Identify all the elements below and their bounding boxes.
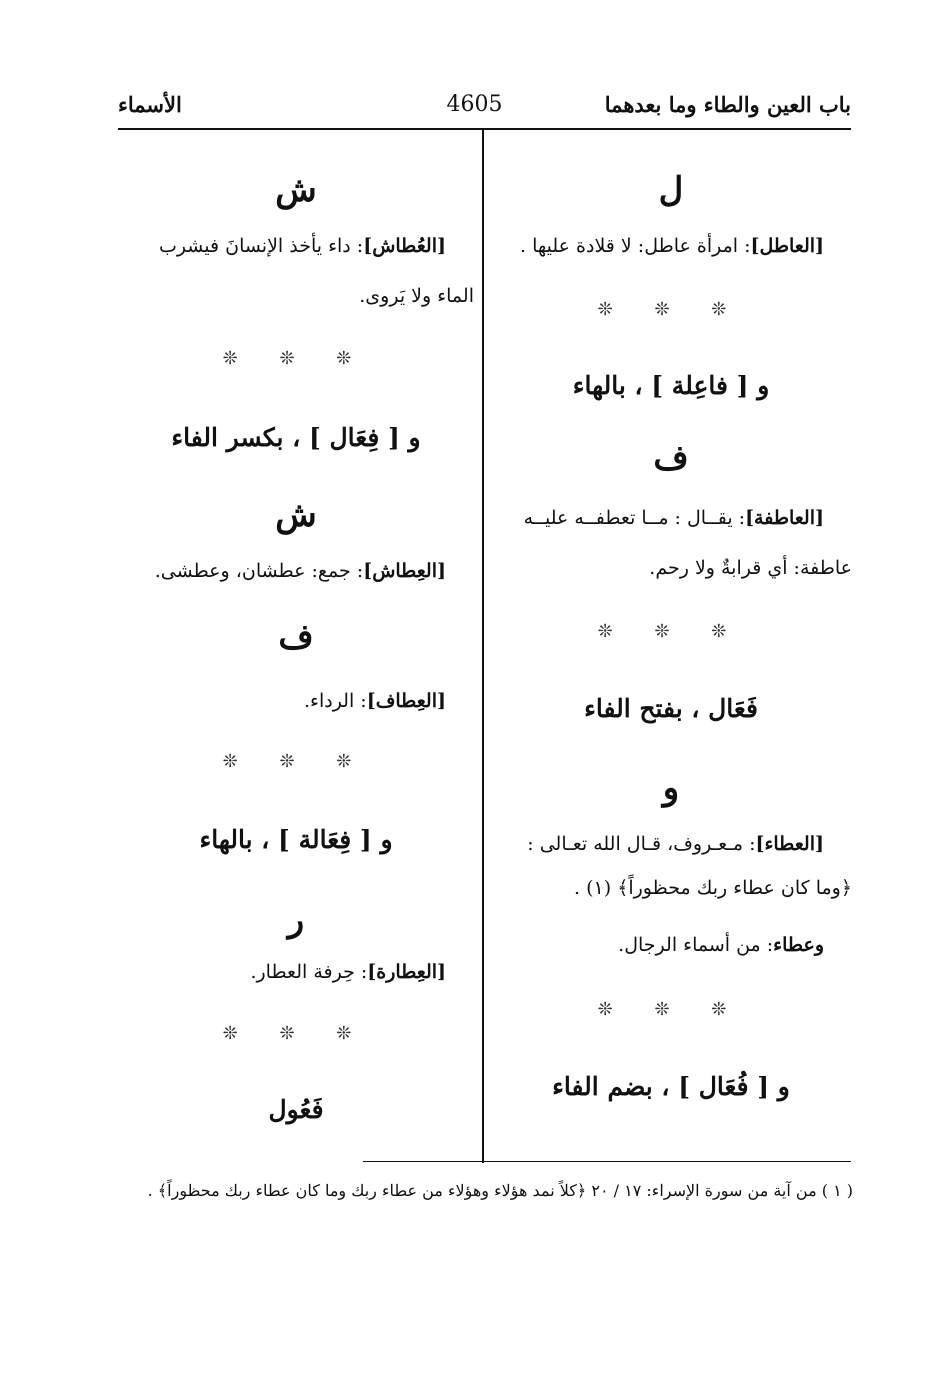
- separator-stars: ❊ ❊ ❊: [222, 1023, 370, 1044]
- heading-fiaala: و [ فِعَالة ] ، بالهاء: [199, 825, 393, 854]
- entry-lemma: وعطاء: [773, 934, 824, 956]
- letter-fa: ف: [653, 438, 689, 478]
- entry-lemma: [العُطاش]: [363, 235, 446, 257]
- separator-stars: ❊ ❊ ❊: [222, 348, 370, 369]
- entry-utash: [118, 221, 474, 271]
- entry-atifa: [490, 493, 852, 543]
- entry-ataa-name: [490, 920, 852, 970]
- entry-lemma: [العاطفة]: [745, 507, 824, 529]
- entry-text: : يقــال : مــا تعطفــه عليــه: [523, 507, 746, 529]
- entry-text: : مـعـروف، قـال الله تعـالى :: [527, 833, 756, 855]
- entry-atil: [490, 221, 852, 271]
- entry-itaf: [118, 676, 474, 726]
- entry-lemma: [العِطارة]: [367, 961, 446, 983]
- header-rule: [118, 128, 851, 130]
- heading-fuool: فَعُول: [268, 1095, 324, 1124]
- entry-itara: [118, 947, 474, 997]
- entry-lemma: [العطاء]: [755, 833, 824, 855]
- separator-stars: ❊ ❊ ❊: [222, 751, 370, 772]
- letter-fa: ف: [278, 617, 314, 657]
- entry-lemma: [العِطاف]: [366, 690, 446, 712]
- entry-lemma: [العاطل]: [750, 235, 824, 257]
- entry-text: : جمع: عطشان، وعطشى.: [154, 560, 364, 582]
- column-divider: [482, 130, 484, 1163]
- letter-waw: و: [662, 768, 680, 808]
- footnote: ( ١ ) من آية من سورة الإسراء: ١٧ / ٢٠ ﴿كلاً نمد هؤلاء وهؤلاء من عطاء ربك وما كان عطاء ربك محظوراً﴾ .: [147, 1181, 853, 1200]
- entry-itash: [118, 546, 474, 596]
- footnote-rule: [363, 1161, 851, 1162]
- separator-stars: ❊ ❊ ❊: [597, 621, 745, 642]
- entry-text: : من أسماء الرجال.: [618, 934, 774, 956]
- entry-text: : داء يأخذ الإنسانَ فيشرب: [158, 235, 364, 257]
- entry-text: : امرأة عاطل: لا قلادة عليها .: [520, 235, 751, 257]
- heading-fuaal-damm: و [ فُعَال ] ، بضم الفاء: [552, 1072, 790, 1101]
- page-number: 4605: [446, 92, 503, 117]
- entry-lemma: [العِطاش]: [363, 560, 446, 582]
- entry-text: : الرداء.: [303, 690, 367, 712]
- entry-text: : حِرفة العطار.: [250, 961, 368, 983]
- heading-faal-fath: فَعَال ، بفتح الفاء: [584, 694, 758, 723]
- heading-faila: و [ فاعِلة ] ، بالهاء: [572, 371, 770, 400]
- letter-ra: ر: [287, 900, 305, 940]
- chapter-title: باب العين والطاء وما بعدهما: [604, 92, 851, 117]
- entry-ataa: [490, 819, 852, 869]
- letter-shin: ش: [275, 170, 317, 210]
- heading-fiaal-kasr: و [ فِعَال ] ، بكسر الفاء: [171, 423, 421, 452]
- letter-shin: ش: [275, 495, 317, 535]
- letter-lam: ل: [658, 170, 684, 210]
- entry-atifa-line2: عاطفة: أي قرابةٌ ولا رحم.: [649, 557, 852, 579]
- entry-ataa-quran: ﴿وما كان عطاء ربك محظوراً﴾ (١) .: [574, 877, 852, 899]
- separator-stars: ❊ ❊ ❊: [597, 999, 745, 1020]
- separator-stars: ❊ ❊ ❊: [597, 299, 745, 320]
- entry-utash-line2: الماء ولا يَروى.: [359, 285, 474, 307]
- section-title: الأسماء: [118, 92, 182, 117]
